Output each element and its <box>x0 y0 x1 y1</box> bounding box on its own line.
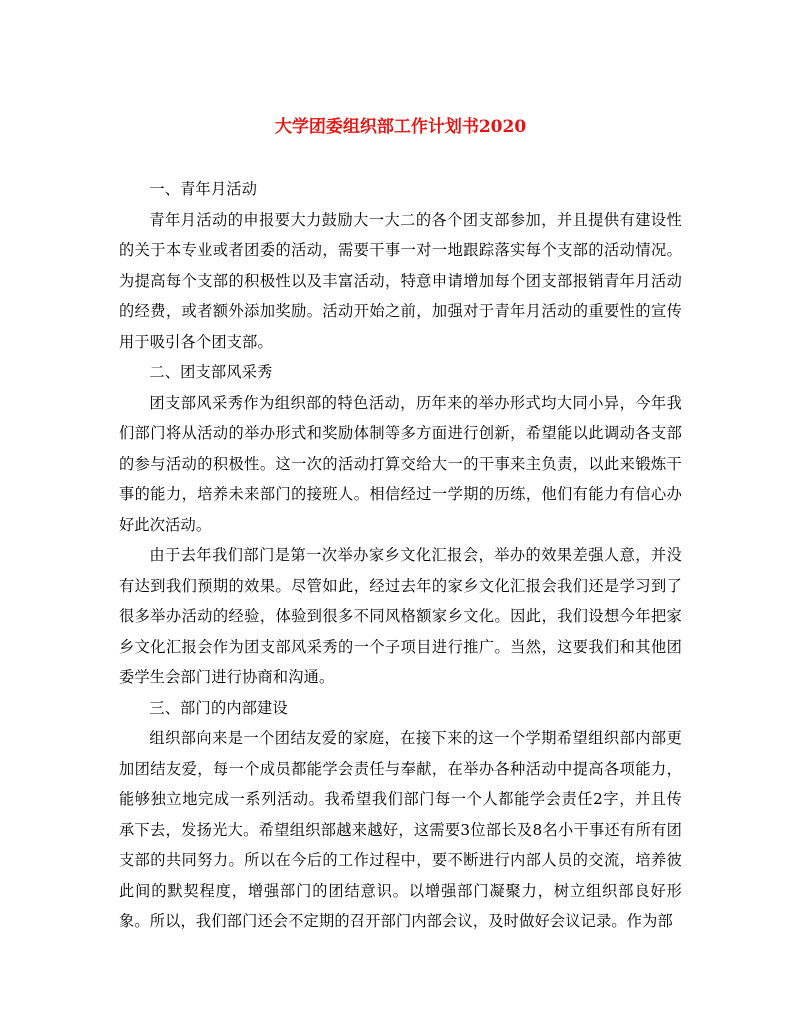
section-heading-internal-building: 三、部门的内部建设 <box>149 698 288 717</box>
paragraph: 团支部风采秀作为组织部的特色活动，历年来的举办形式均大同小异，今年我们部门将从活动的举办形式和奖励体制等多方面进行创新，希望能以此调动各支部的参与活动的积极性。这一次的活动打算交给大一的干事来主负责，以此来锻炼干事的能力，培养未来部门的接班人。相信经过一学期的历练，他们有能力有信心办好此次活动。 <box>119 393 682 534</box>
document-body <box>119 174 682 937</box>
paragraph: 青年月活动的申报要大力鼓励大一大二的各个团支部参加，并且提供有建设性的关于本专业或者团委的活动，需要干事一对一地跟踪落实每个支部的活动情况。为提高每个支部的积极性以及丰富活动，特意申请增加每个团支部报销青年月活动的经费，或者额外添加奖励。活动开始之前，加强对于青年月活动的重要性的宣传用于吸引各个团支部。 <box>119 210 682 351</box>
section-heading-branch-showcase: 二、团支部风采秀 <box>149 363 273 381</box>
paragraph: 由于去年我们部门是第一次举办家乡文化汇报会，举办的效果差强人意，并没有达到我们预期的效果。尽管如此，经过去年的家乡文化汇报会我们还是学习到了很多举办活动的经验，体验到很多不同风格额家乡文化。因此，我们设想今年把家乡文化汇报会作为团支部风采秀的一个子项目进行推广。当然，这要我们和其他团委学生会部门进行协商和沟通。 <box>119 546 682 686</box>
document-title: 大学团委组织部工作计划书2020 <box>274 117 527 137</box>
paragraph: 组织部向来是一个团结友爱的家庭，在接下来的这一个学期希望组织部内部更加团结友爱，每一个成员都能学会责任与奉献，在举办各种活动中提高各项能力，能够独立地完成一系列活动。我希望我们部门每一个人都能学会责任2字，并且传承下去，发扬光大。希望组织部越来越好，这需要3位部长及8名小干事还有所有团支部的共同努力。所以在今后的工作过程中，要不断进行内部人员的交流，培养彼此间的默契程度，增强部门的团结意识。以增强部门凝聚力，树立组织部良好形象。所以，我们部门还会不定期的召开部门内部会议，及时做好会议记录。作为部 <box>119 729 682 930</box>
section-heading-youth-month: 一、青年月活动 <box>149 180 258 198</box>
